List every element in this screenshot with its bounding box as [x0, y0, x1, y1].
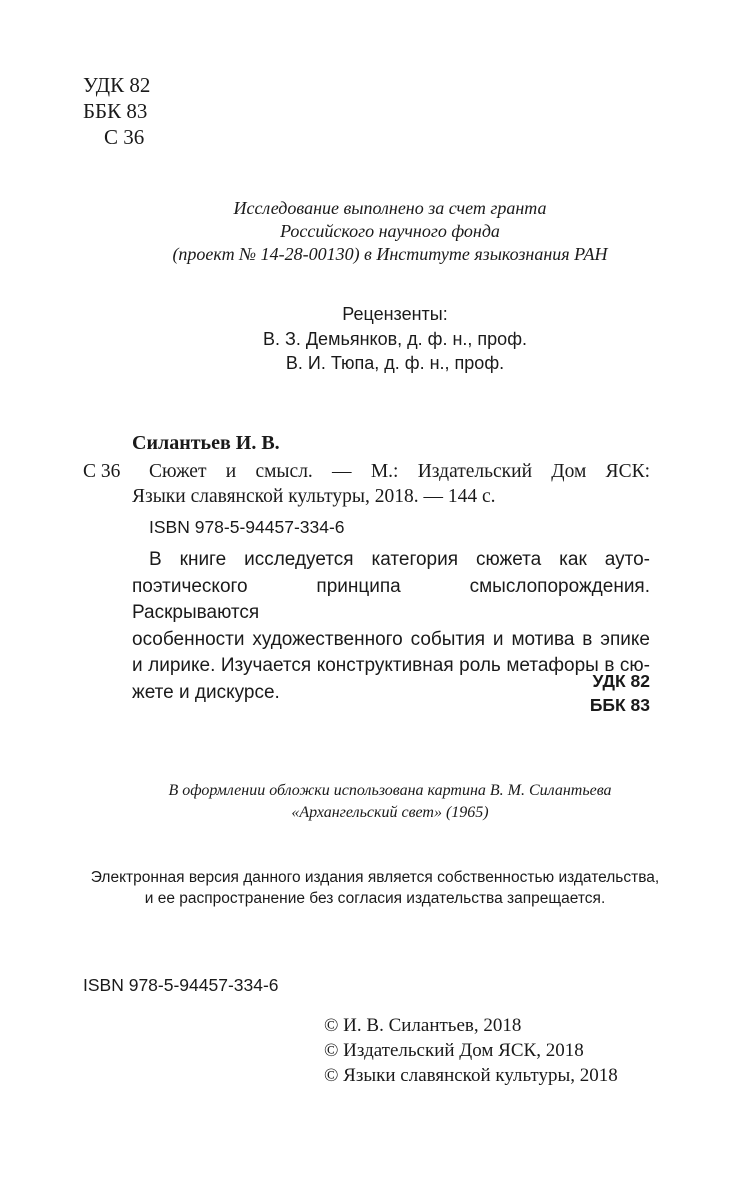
- grant-note-line-3: (проект № 14-28-00130) в Институте языкознания РАН: [172, 244, 608, 264]
- record-isbn: ISBN 978-5-94457-334-6: [149, 517, 345, 537]
- record-author: Силантьев И. В.: [132, 432, 280, 454]
- annotation-line: жете и дискурсе.: [132, 681, 280, 703]
- annotation-line: и лирике. Изучается конструктивная роль метафоры в сю-: [132, 655, 650, 676]
- author-mark: С 36: [104, 125, 145, 149]
- record-title-line-2: Языки славянской культуры, 2018. — 144 с.: [132, 486, 496, 507]
- record-author-mark: С 36: [83, 461, 121, 482]
- isbn: ISBN 978-5-94457-334-6: [83, 975, 279, 995]
- reviewer-1: В. З. Демьянков, д. ф. н., проф.: [262, 329, 527, 349]
- grant-note-line-1: Исследование выполнено за счет гранта: [233, 198, 547, 218]
- copyright-line: © Издательский Дом ЯСК, 2018: [324, 1040, 584, 1061]
- cover-note-line-2: «Архангельский свет» (1965): [291, 804, 489, 821]
- annotation-line: В книге исследуется категория сюжета как ауто-: [149, 549, 650, 570]
- annotation-line: особенности художественного события и мотива в эпике: [132, 628, 650, 650]
- copyright-line: © И. В. Силантьев, 2018: [324, 1015, 522, 1036]
- record-bbk: ББК 83: [589, 695, 650, 715]
- annotation-line: поэтического принципа смыслопорождения. Раскрываются: [132, 575, 650, 623]
- electronic-note-line-2: и ее распространение без согласия издательства запрещается.: [144, 890, 606, 907]
- bbk-code: ББК 83: [83, 99, 148, 123]
- udk-code: УДК 82: [83, 73, 151, 97]
- copyright-line: © Языки славянской культуры, 2018: [324, 1065, 618, 1086]
- reviewers-heading: Рецензенты:: [342, 304, 448, 324]
- grant-note-line-2: Российского научного фонда: [280, 221, 500, 241]
- electronic-note-line-1: Электронная версия данного издания является собственностью издательства,: [90, 869, 660, 886]
- record-title-line-1: Сюжет и смысл. — М.: Издательский Дом ЯСК:: [149, 461, 650, 482]
- record-udk: УДК 82: [592, 671, 650, 691]
- reviewer-2: В. И. Тюпа, д. ф. н., проф.: [285, 353, 505, 373]
- cover-note-line-1: В оформлении обложки использована картина В. М. Силантьева: [168, 782, 612, 799]
